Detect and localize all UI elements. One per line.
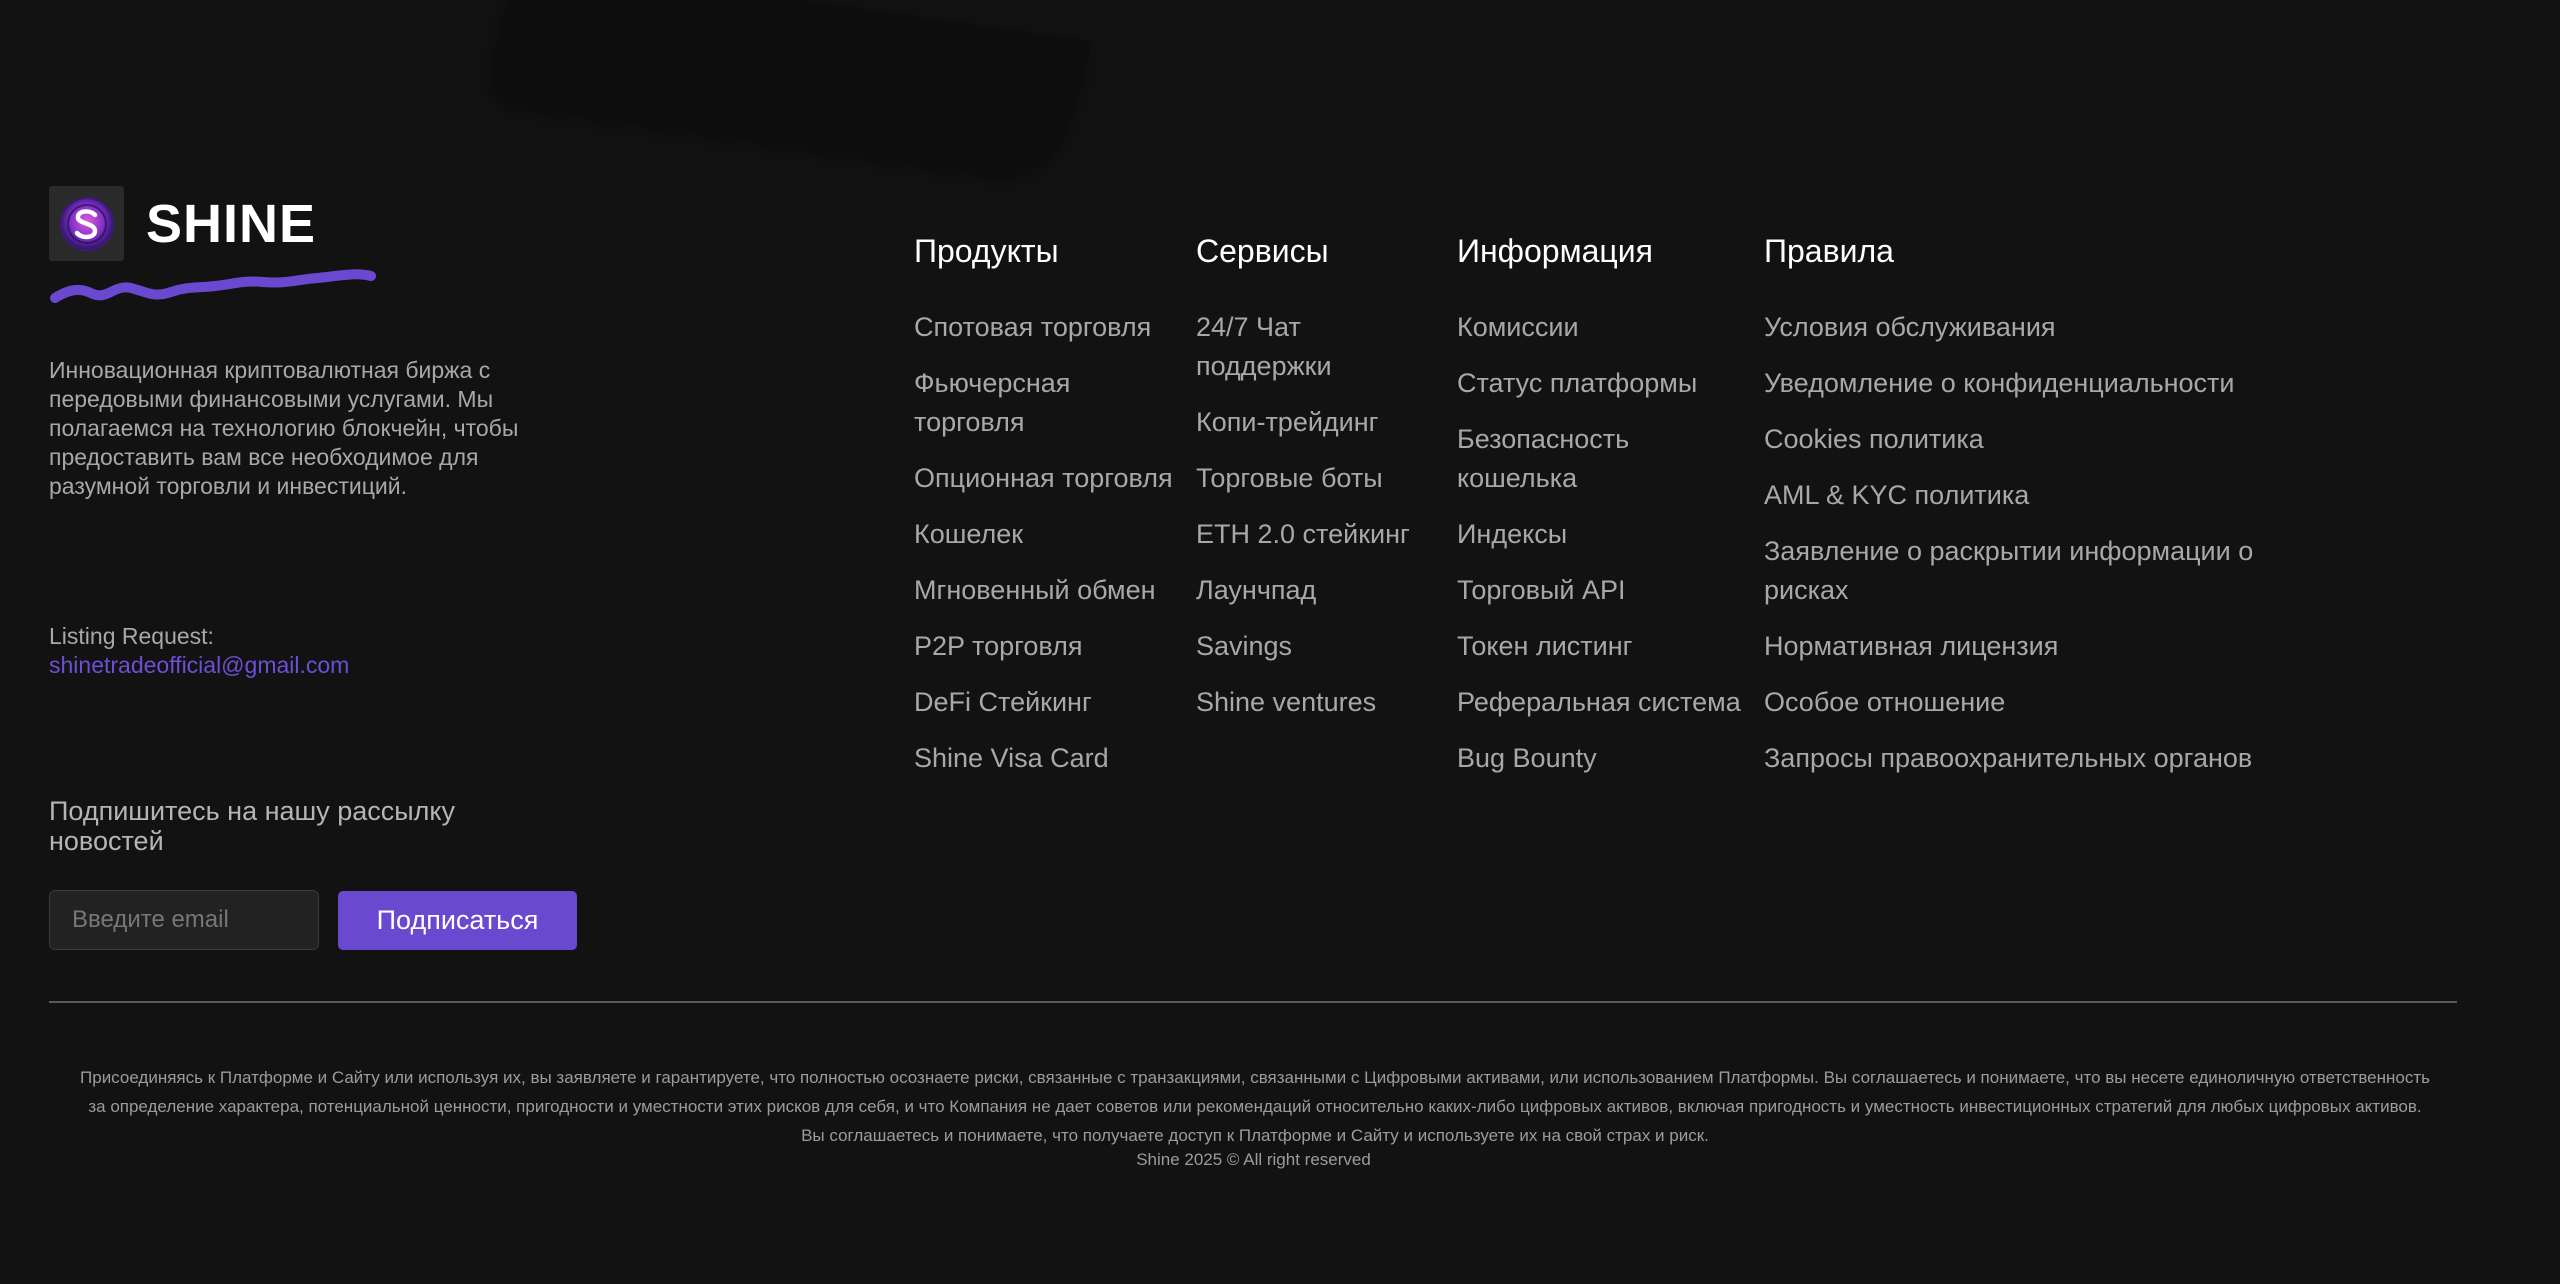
footer-link[interactable]: Комиссии xyxy=(1457,312,1579,342)
footer-link[interactable]: Нормативная лицензия xyxy=(1764,631,2059,661)
footer-link[interactable]: AML & KYC политика xyxy=(1764,480,2030,510)
footer-link[interactable]: Savings xyxy=(1196,631,1293,661)
column-rules xyxy=(1764,232,2324,795)
newsletter-title: Подпишитесь на нашу рассылку новостей xyxy=(49,796,456,856)
legal-disclaimer: Присоединяясь к Платформе и Сайту или используя их, вы заявляете и гарантируете, что полностью осознаете риски, связанные с транзакциями, связанными с Цифровыми активами, или использованием Платформы. Вы соглашаетесь и понимаете, что вы несете единоличную ответственность за определение характера, потенциальной ценности, пригодности и уместности этих рисков для себя, и что Компания не дает советов или рекомендаций относительно каких-либо цифровых активов, включая пригодность и уместность инвестиционных стратегий для любых цифровых активов. Вы соглашаетесь и понимаете, что получаете доступ к Платформе и Сайту и используете их на свой страх и риск. xyxy=(80,1068,2430,1145)
copyright: Shine 2025 © All right reserved xyxy=(1136,1150,1371,1169)
footer-link[interactable]: P2P торговля xyxy=(914,631,1083,661)
listing-email-link[interactable]: shinetradeofficial@gmail.com xyxy=(49,652,350,678)
footer-link[interactable]: Опционная торговля xyxy=(914,463,1173,493)
listing-label: Listing Request: xyxy=(49,623,214,649)
column-products xyxy=(914,232,1204,795)
column-title: Сервисы xyxy=(1196,233,1329,269)
footer-link[interactable]: Копи-трейдинг xyxy=(1196,407,1379,437)
footer-link[interactable]: Запросы правоохранительных органов xyxy=(1764,743,2253,773)
shine-logo-icon xyxy=(49,186,124,261)
footer-link[interactable]: Лаунчпад xyxy=(1196,575,1317,605)
footer-link[interactable]: Заявление о раскрытии информации о рисках xyxy=(1764,536,2254,605)
footer-link[interactable]: Кошелек xyxy=(914,519,1024,549)
footer-link[interactable]: Токен листинг xyxy=(1457,631,1633,661)
column-title: Правила xyxy=(1764,233,1894,269)
footer-link[interactable]: Shine Visa Card xyxy=(914,743,1109,773)
subscribe-button[interactable]: Подписаться xyxy=(338,891,577,950)
footer-link[interactable]: Уведомление о конфиденциальности xyxy=(1764,368,2235,398)
footer-link[interactable]: Условия обслуживания xyxy=(1764,312,2056,342)
footer-link[interactable]: Cookies политика xyxy=(1764,424,1984,454)
footer-link[interactable]: Индексы xyxy=(1457,519,1568,549)
column-title: Информация xyxy=(1457,233,1653,269)
footer-link[interactable]: Статус платформы xyxy=(1457,368,1698,398)
footer-divider xyxy=(49,1001,2457,1003)
decorative-card-shape xyxy=(481,0,1093,181)
column-title: Продукты xyxy=(914,233,1059,269)
footer-link[interactable]: 24/7 Чат поддержки xyxy=(1196,312,1332,381)
column-services xyxy=(1196,232,1410,739)
about-text: Инновационная криптовалютная биржа с передовыми финансовыми услугами. Мы полагаемся на технологию блокчейн, чтобы предоставить вам все необходимое для разумной торговли и инвестиций. xyxy=(49,357,519,499)
footer-link[interactable]: Торговые боты xyxy=(1196,463,1383,493)
footer-link[interactable]: Спотовая торговля xyxy=(914,312,1152,342)
email-input[interactable] xyxy=(49,890,319,950)
footer-link[interactable]: Мгновенный обмен xyxy=(914,575,1156,605)
footer-link[interactable]: Особое отношение xyxy=(1764,687,2006,717)
listing-request xyxy=(49,622,349,680)
footer-link[interactable]: Фьючерсная торговля xyxy=(914,368,1071,437)
brush-stroke-decoration xyxy=(49,266,379,306)
footer-link[interactable]: Безопасность кошелька xyxy=(1457,424,1630,493)
footer-link[interactable]: Shine ventures xyxy=(1196,687,1377,717)
footer-link[interactable]: Торговый API xyxy=(1457,575,1626,605)
footer-link[interactable]: Реферальная система xyxy=(1457,687,1741,717)
footer-link[interactable]: Bug Bounty xyxy=(1457,743,1597,773)
footer-link[interactable]: ETH 2.0 стейкинг xyxy=(1196,519,1410,549)
brand-name: SHINE xyxy=(146,193,317,254)
footer-link[interactable]: DeFi Стейкинг xyxy=(914,687,1092,717)
column-information xyxy=(1457,232,1757,795)
brand[interactable] xyxy=(49,186,316,261)
